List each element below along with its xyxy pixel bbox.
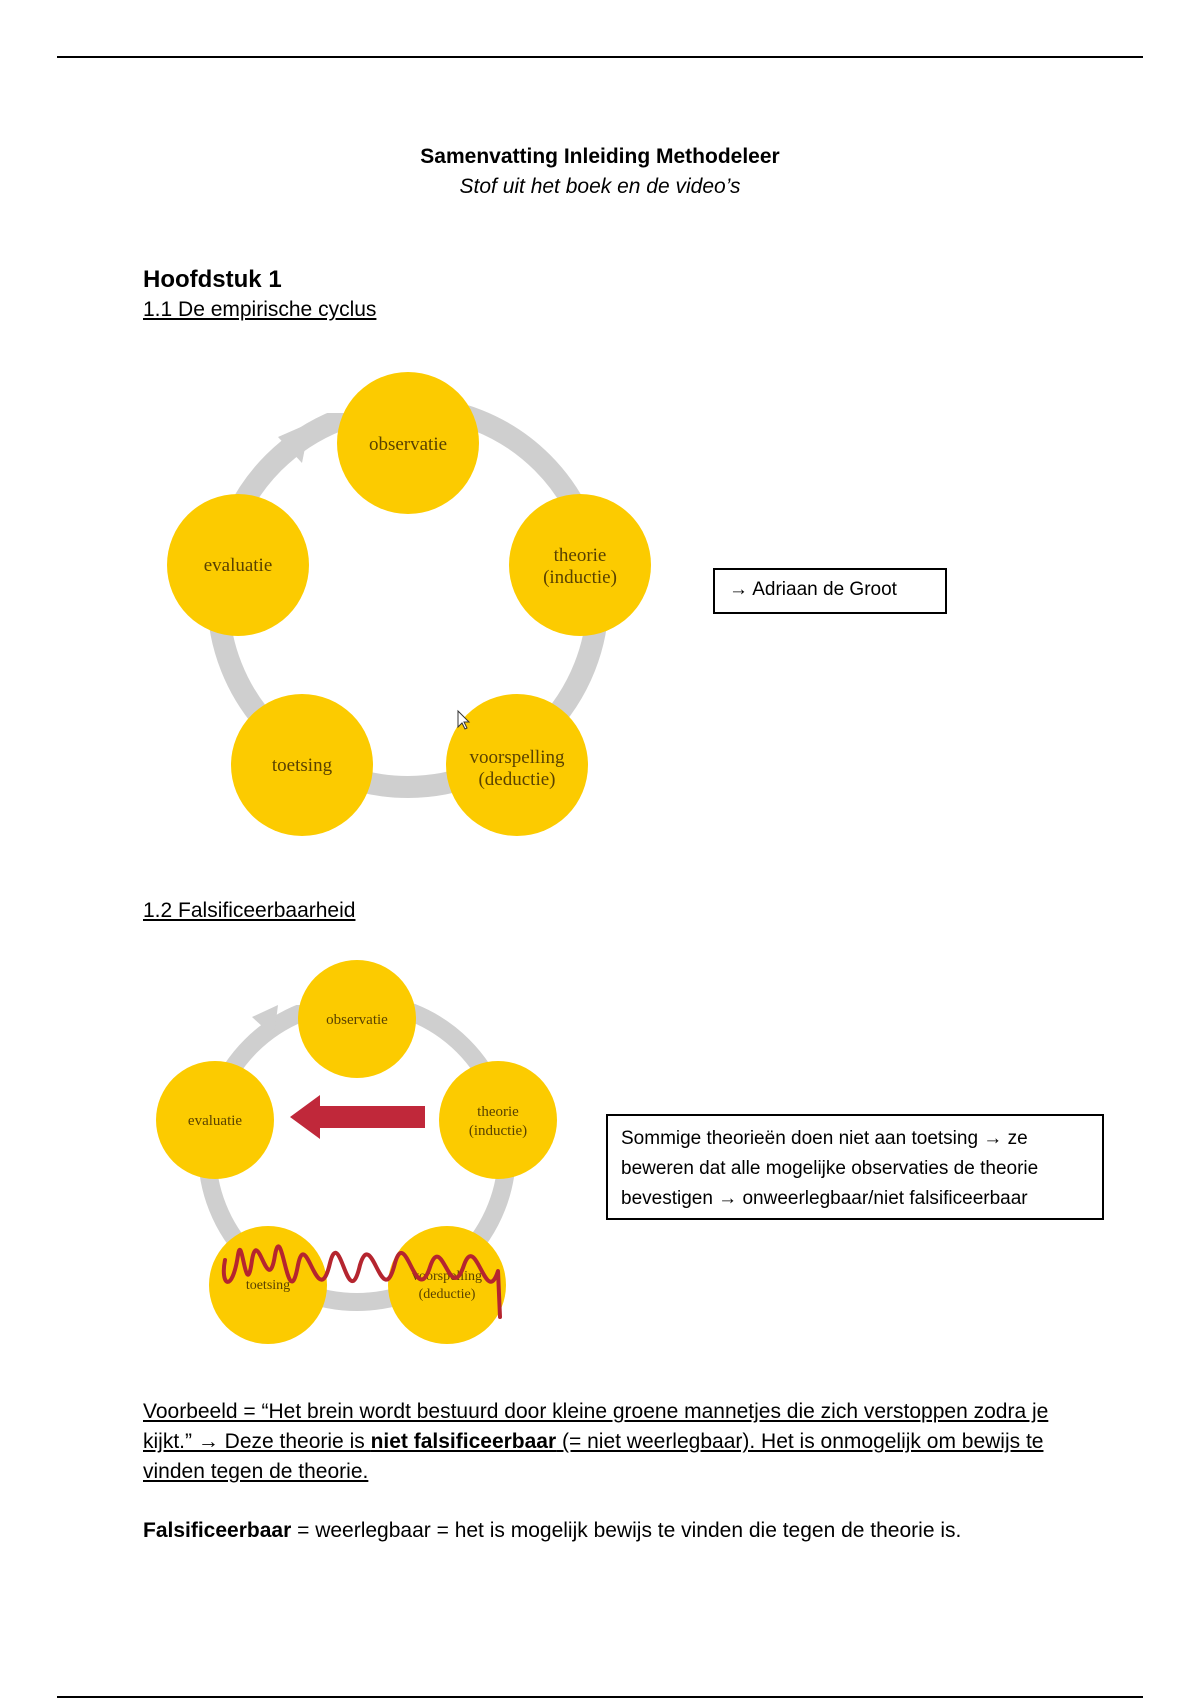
label-toetsing: toetsing (271, 755, 333, 776)
bottom-rule (57, 1696, 1143, 1698)
section-heading-falsifiability: 1.2 Falsificeerbaarheid (143, 899, 356, 922)
example-text-start: Voorbeeld = “Het brein wordt bestuurd door kleine groene mannetjes die zich verstoppen zodra je kijkt.” → Deze theorie is (143, 1400, 1049, 1453)
top-rule (57, 56, 1143, 58)
example-paragraph (143, 1397, 1063, 1487)
label-theorie: theorie (553, 545, 607, 566)
label-toetsing: toetsing (245, 1278, 291, 1293)
document-title: Samenvatting Inleiding Methodeleer (420, 145, 780, 168)
label-theorie: theorie (477, 1104, 519, 1120)
definition-text: = weerlegbaar = het is mogelijk bewijs te vinden die tegen de theorie is. (291, 1519, 962, 1542)
label-observatie: observatie (368, 434, 448, 455)
example-bold-term: niet falsificeerbaar (370, 1430, 557, 1453)
label-voorspelling: voorspelling (469, 747, 565, 768)
red-arrow-left (290, 1095, 425, 1139)
label-inductie: (inductie) (468, 1123, 528, 1139)
document-subtitle: Stof uit het boek en de video’s (459, 175, 741, 198)
label-inductie: (inductie) (543, 567, 617, 588)
empirical-cycle-diagram (150, 355, 690, 845)
label-voorspelling: voorspelling (412, 1269, 482, 1284)
label-deductie: (deductie) (478, 769, 556, 790)
label-observatie: observatie (326, 1012, 388, 1028)
label-deductie: (deductie) (418, 1287, 476, 1302)
node-voorspelling (388, 1226, 506, 1344)
definition-paragraph (143, 1516, 1063, 1546)
chapter-heading: Hoofdstuk 1 (143, 266, 282, 293)
section-heading-empirical-cycle: 1.1 De empirische cyclus (143, 298, 377, 321)
node-theorie (439, 1061, 557, 1179)
falsifiability-cycle-diagram (150, 955, 570, 1355)
note-box-falsifiability (606, 1114, 1104, 1220)
example-text-end: (= niet weerlegbaar). Het is onmogelijk om bewijs te vinden tegen de theorie. (143, 1430, 1044, 1483)
note-box-adriaan-de-groot (713, 568, 947, 614)
definition-term: Falsificeerbaar (143, 1519, 292, 1542)
label-evaluatie: evaluatie (187, 1113, 243, 1129)
label-evaluatie: evaluatie (203, 555, 273, 576)
note-text: Sommige theorieën doen niet aan toetsing → ze beweren dat alle mogelijke observaties de theorie bevestigen → onweerlegbaar/niet falsificeerbaar (621, 1128, 1039, 1209)
note-text: → Adriaan de Groot (729, 579, 897, 600)
